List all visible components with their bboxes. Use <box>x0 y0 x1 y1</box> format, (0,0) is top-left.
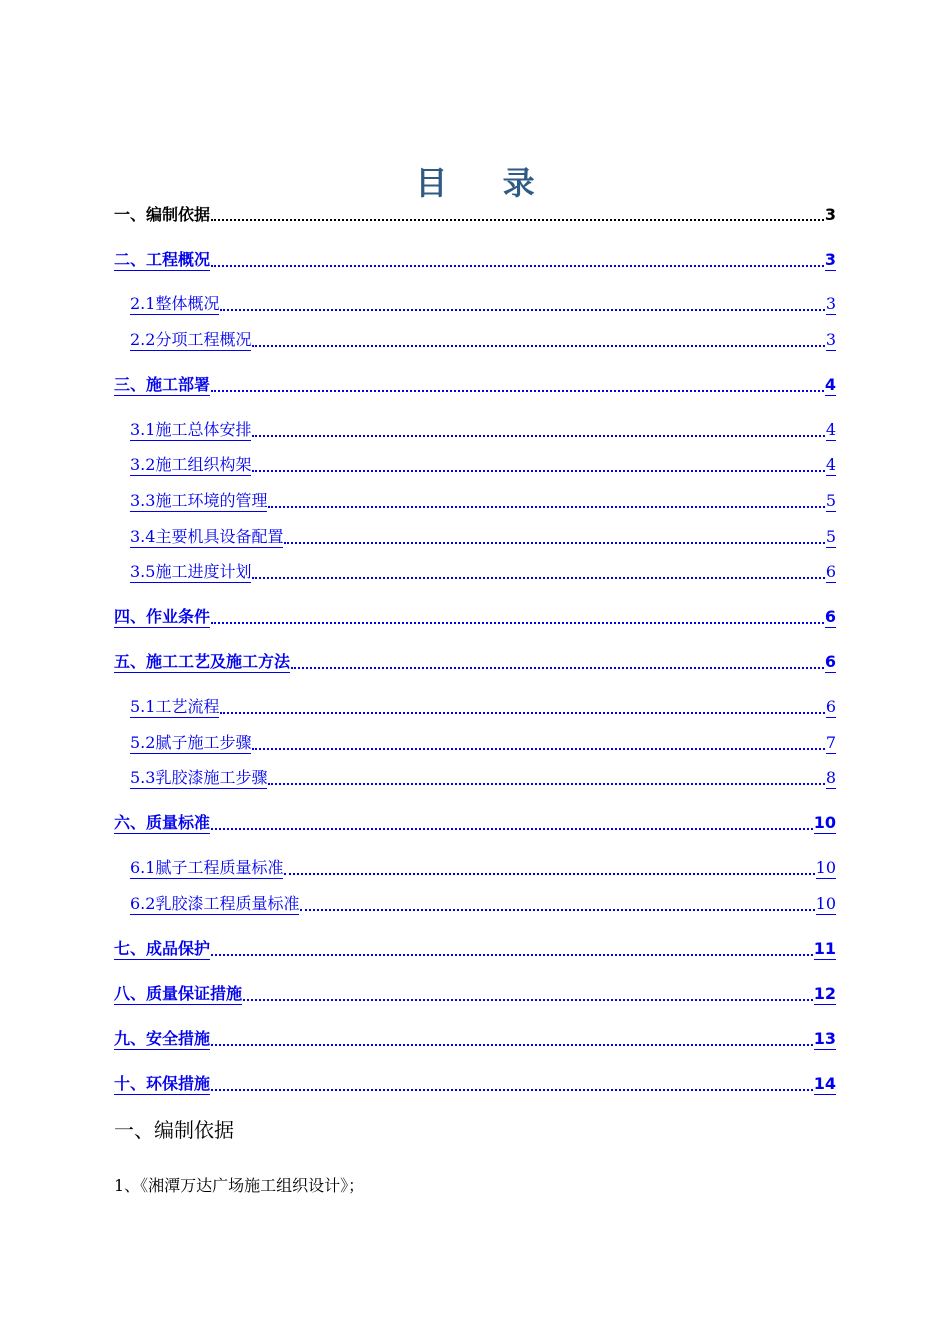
toc-leader-dots <box>291 667 824 669</box>
toc-title: 目 录 <box>415 164 557 203</box>
toc-entry-4[interactable] <box>114 606 836 628</box>
toc-leader-dots <box>252 748 824 750</box>
toc-leader-dots <box>268 783 824 785</box>
toc-leader-dots <box>284 873 814 875</box>
toc-leader-dots <box>211 219 824 221</box>
toc-entry-label: 3.4主要机具设备配置 <box>130 527 284 546</box>
toc-entry-label: 五、施工工艺及施工方法 <box>114 652 291 671</box>
toc-entry-10[interactable] <box>114 1073 836 1095</box>
toc-leader-dots <box>243 999 813 1001</box>
toc-entry-page: 4 <box>824 375 836 394</box>
toc-entry-page: 4 <box>825 420 836 439</box>
toc-entry-page: 14 <box>813 1074 836 1093</box>
toc-entry-page: 3 <box>824 250 836 269</box>
toc-entry-3-3[interactable] <box>130 490 836 512</box>
toc-entry-2[interactable] <box>114 249 836 271</box>
toc-entry-5[interactable] <box>114 651 836 673</box>
toc-leader-dots <box>211 390 824 392</box>
toc-entry-label: 6.2乳胶漆工程质量标准 <box>130 894 300 913</box>
toc-entry-page: 7 <box>825 733 836 752</box>
toc-entry-6-1[interactable] <box>130 857 836 879</box>
toc-entry-label: 5.1工艺流程 <box>130 697 220 716</box>
body-paragraph: 1、《湘潭万达广场施工组织设计》； <box>114 1176 365 1195</box>
toc-entry-page: 5 <box>825 527 836 546</box>
toc-entry-label: 2.2分项工程概况 <box>130 330 252 349</box>
toc-leader-dots <box>252 577 824 579</box>
toc-leader-dots <box>220 309 824 311</box>
toc-entry-9[interactable] <box>114 1028 836 1050</box>
toc-entry-page: 3 <box>825 330 836 349</box>
toc-entry-page: 10 <box>815 858 836 877</box>
toc-leader-dots <box>252 435 824 437</box>
toc-leader-dots <box>284 542 824 544</box>
toc-entry-5-1[interactable] <box>130 696 836 718</box>
toc-leader-dots <box>211 828 813 830</box>
section-heading: 一、编制依据 <box>114 1118 234 1142</box>
toc-entry-7[interactable] <box>114 938 836 960</box>
toc-leader-dots <box>211 1089 813 1091</box>
toc-entry-page: 10 <box>815 894 836 913</box>
toc-entry-3-5[interactable] <box>130 561 836 583</box>
toc-entry-page: 8 <box>825 768 836 787</box>
toc-entry-3-4[interactable] <box>130 526 836 548</box>
toc-entry-page: 6 <box>825 697 836 716</box>
toc-entry-page: 13 <box>813 1029 836 1048</box>
toc-entry-page: 6 <box>825 562 836 581</box>
toc-entry-3-1[interactable] <box>130 419 836 441</box>
toc-entry-label: 三、施工部署 <box>114 375 211 394</box>
toc-entry-page: 10 <box>813 813 836 832</box>
toc-leader-dots <box>268 506 824 508</box>
toc-entry-page: 11 <box>813 939 836 958</box>
toc-entry-8[interactable] <box>114 983 836 1005</box>
toc-leader-dots <box>220 712 824 714</box>
toc-leader-dots <box>211 1044 813 1046</box>
toc-entry-label: 九、安全措施 <box>114 1029 211 1048</box>
toc-entry-page: 6 <box>824 652 836 671</box>
toc-leader-dots <box>252 470 824 472</box>
toc-entry-page: 12 <box>813 984 836 1003</box>
toc-entry-2-2[interactable] <box>130 329 836 351</box>
toc-entry-5-3[interactable] <box>130 767 836 789</box>
toc-entry-label: 二、工程概况 <box>114 250 211 269</box>
toc-entry-5-2[interactable] <box>130 732 836 754</box>
toc-entry-label: 一、编制依据 <box>114 205 211 224</box>
toc-entry-label: 六、质量标准 <box>114 813 211 832</box>
toc-entry-3[interactable] <box>114 374 836 396</box>
toc-entry-page: 3 <box>824 205 836 224</box>
toc-entry-6-2[interactable] <box>130 893 836 915</box>
toc-entry-label: 3.2施工组织构架 <box>130 455 252 474</box>
toc-entry-label: 2.1整体概况 <box>130 294 220 313</box>
toc-entry-3-2[interactable] <box>130 454 836 476</box>
toc-entry-page: 4 <box>825 455 836 474</box>
toc-entry-label: 5.3乳胶漆施工步骤 <box>130 768 268 787</box>
toc-entry-label: 七、成品保护 <box>114 939 211 958</box>
toc-entry-label: 十、环保措施 <box>114 1074 211 1093</box>
toc-entry-1[interactable] <box>114 203 836 225</box>
toc-entry-page: 3 <box>825 294 836 313</box>
toc-leader-dots <box>252 345 824 347</box>
toc-entry-page: 5 <box>825 491 836 510</box>
toc-leader-dots <box>211 622 824 624</box>
toc-entry-label: 3.5施工进度计划 <box>130 562 252 581</box>
toc-leader-dots <box>211 265 824 267</box>
toc-leader-dots <box>211 954 813 956</box>
toc-entry-label: 3.1施工总体安排 <box>130 420 252 439</box>
toc-entry-label: 四、作业条件 <box>114 607 211 626</box>
toc-entry-page: 6 <box>824 607 836 626</box>
toc-entry-label: 八、质量保证措施 <box>114 984 243 1003</box>
toc-entry-label: 5.2腻子施工步骤 <box>130 733 252 752</box>
toc-leader-dots <box>300 909 814 911</box>
toc-entry-label: 6.1腻子工程质量标准 <box>130 858 284 877</box>
toc-entry-2-1[interactable] <box>130 293 836 315</box>
toc-entry-label: 3.3施工环境的管理 <box>130 491 268 510</box>
toc-entry-6[interactable] <box>114 812 836 834</box>
